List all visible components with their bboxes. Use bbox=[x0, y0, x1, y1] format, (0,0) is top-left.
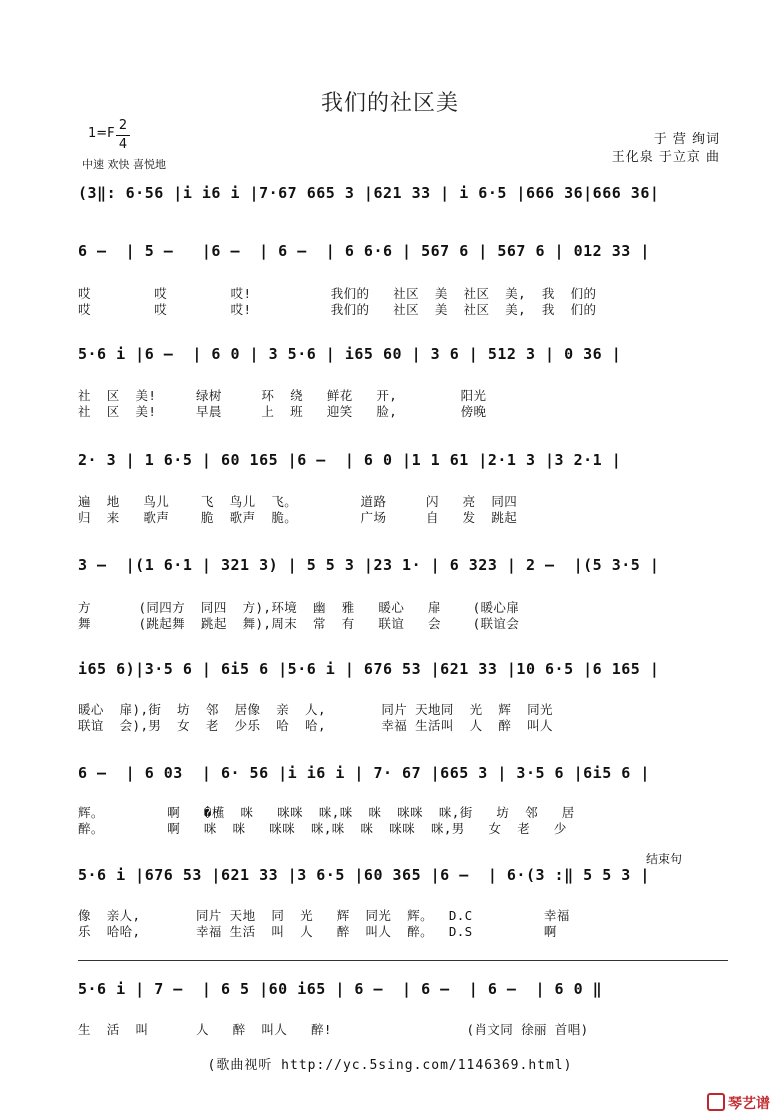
tempo-marking: 中速 欢快 喜悦地 bbox=[82, 158, 166, 171]
notation-row: (3‖: 6·56 |i i6 i |7·67 665 3 |621 33 | i 6·5 |666 36|666 36| bbox=[78, 184, 660, 202]
song-title: 我们的社区美 bbox=[320, 91, 459, 116]
logo-icon bbox=[707, 1093, 725, 1111]
notation-row: 3 – |(1 6·1 | 321 3) | 5 5 3 |23 1· | 6 323 | 2 – |(5 3·5 | bbox=[78, 556, 660, 574]
ending-label: 结束句 bbox=[646, 852, 683, 866]
notation-row: 6 – | 6 03 | 6· 56 |i i6 i | 7· 67 |665 3 | 3·5 6 |6i5 6 | bbox=[78, 764, 650, 782]
lyric-line: 方 (同四方 同四 方),环境 幽 雅 暖心 扉 (暖心扉 bbox=[78, 600, 520, 615]
notation-row: 5·6 i | 7 – | 6 5 |60 i65 | 6 – | 6 – | 6 – | 6 0 ‖ bbox=[78, 980, 603, 998]
lyric-line: 辉。 啊 �櫵 咪 咪咪 咪,咪 咪 咪咪 咪,街 坊 邻 居 bbox=[78, 805, 575, 820]
notation-row: 6 – | 5 – |6 – | 6 – | 6 6·6 | 567 6 | 567 6 | 012 33 | bbox=[78, 242, 650, 260]
ending-bracket-line bbox=[78, 960, 728, 961]
lyric-line: 舞 (跳起舞 跳起 舞),周末 常 有 联谊 会 (联谊会 bbox=[78, 616, 520, 631]
time-signature bbox=[116, 118, 130, 153]
lyric-line: 乐 哈哈, 幸福 生活 叫 人 醉 叫人 醉。 D.S 啊 bbox=[78, 924, 557, 939]
lyric-line: 社 区 美! 早晨 上 班 迎笑 脸, 傍晚 bbox=[78, 404, 487, 419]
composer-credit: 王化泉 于立京 曲 bbox=[611, 150, 720, 165]
lyric-line: 联谊 会),男 女 老 少乐 哈 哈, 幸福 生活叫 人 醉 叫人 bbox=[78, 718, 553, 733]
lyric-line: 暖心 扉),街 坊 邻 居像 亲 人, 同片 天地同 光 辉 同光 bbox=[78, 702, 553, 717]
lyric-line: 哎 哎 哎! 我们的 社区 美 社区 美, 我 们的 bbox=[78, 286, 597, 301]
lyric-line: 生 活 叫 人 醉 叫人 醉! (肖文同 徐丽 首唱) bbox=[78, 1022, 589, 1037]
key-signature: 1=F bbox=[88, 126, 115, 141]
lyric-line: 醉。 啊 咪 咪 咪咪 咪,咪 咪 咪咪 咪,男 女 老 少 bbox=[78, 821, 567, 836]
logo-text: 琴艺谱 bbox=[728, 1096, 770, 1112]
lyric-line: 归 来 歌声 脆 歌声 脆。 广场 自 发 跳起 bbox=[78, 510, 518, 525]
notation-row: i65 6)|3·5 6 | 6i5 6 |5·6 i | 676 53 |621 33 |10 6·5 |6 165 | bbox=[78, 660, 660, 678]
notation-row: 5·6 i |6 – | 6 0 | 3 5·6 | i65 60 | 3 6 | 512 3 | 0 36 | bbox=[78, 345, 622, 363]
lyric-line: 社 区 美! 绿树 环 绕 鲜花 开, 阳光 bbox=[78, 388, 487, 403]
lyric-line: 遍 地 鸟儿 飞 鸟儿 飞。 道路 闪 亮 同四 bbox=[78, 494, 518, 509]
lyric-line: 像 亲人, 同片 天地 同 光 辉 同光 辉。 D.C 幸福 bbox=[78, 908, 570, 923]
notation-row: 5·6 i |676 53 |621 33 |3 6·5 |60 365 |6 – | 6·(3 :‖ 5 5 3 | bbox=[78, 866, 650, 884]
meter-bottom: 4 bbox=[118, 137, 128, 152]
lyric-line: 哎 哎 哎! 我们的 社区 美 社区 美, 我 们的 bbox=[78, 302, 597, 317]
meter-top: 2 bbox=[118, 118, 128, 133]
site-logo bbox=[707, 1093, 770, 1113]
lyricist-credit: 于 营 绚词 bbox=[653, 132, 720, 147]
listen-link[interactable]: (歌曲视听 http://yc.5sing.com/1146369.html) bbox=[207, 1058, 573, 1073]
notation-row: 2· 3 | 1 6·5 | 60 165 |6 – | 6 0 |1 1 61 |2·1 3 |3 2·1 | bbox=[78, 451, 622, 469]
meter-divider bbox=[116, 135, 130, 136]
